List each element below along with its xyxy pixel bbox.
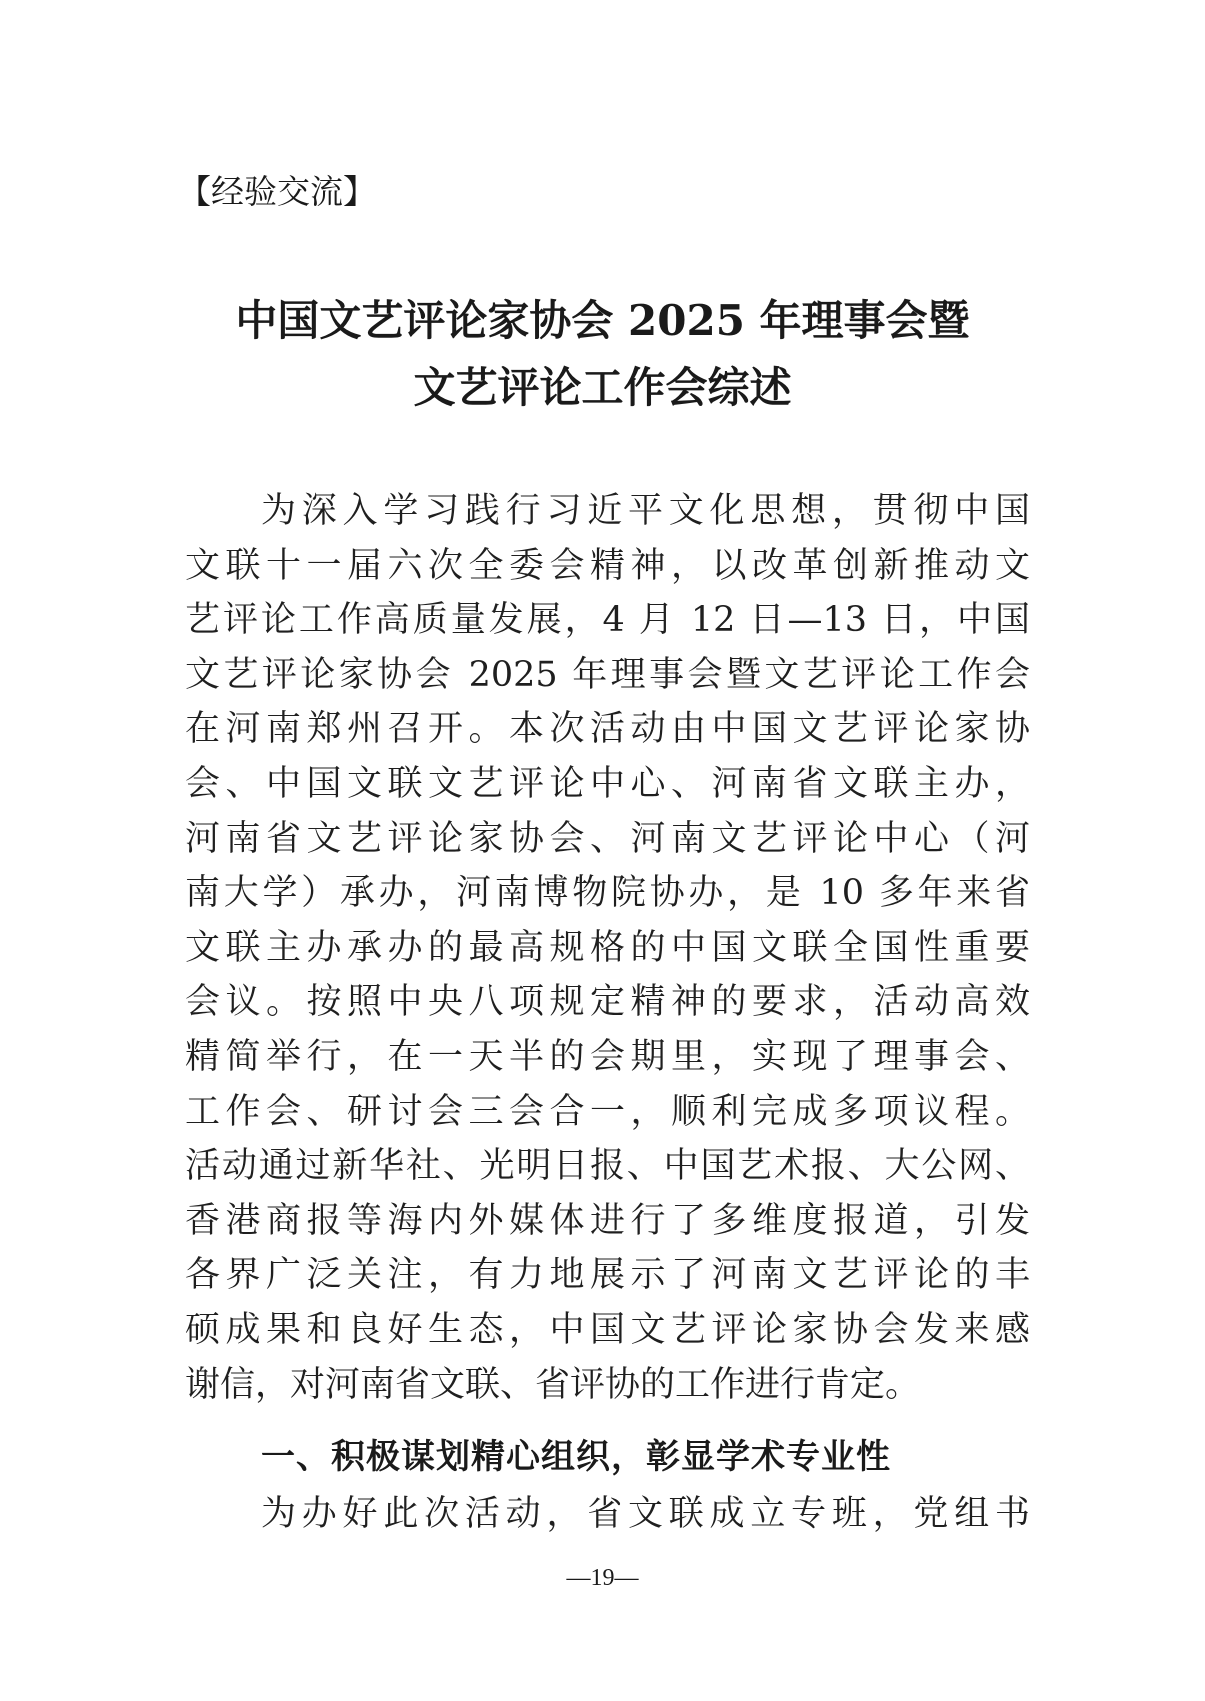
paragraph-line: 精简举行，在一天半的会期里，实现了理事会、 [185,1036,1030,1077]
paragraph-line: 艺评论工作高质量发展，4 月 12 日—13 日，中国 [185,600,1030,641]
page-number: —19— [566,1565,639,1591]
paragraph-line: 工作会、研讨会三会合一，顺利完成多项议程。 [185,1091,1030,1132]
paragraph-line: 在河南郑州召开。本次活动由中国文艺评论家协 [185,709,1030,750]
section-heading-1: 一、积极谋划精心组织，彰显学术专业性 [261,1437,891,1477]
paragraph-line: 为办好此次活动，省文联成立专班，党组书 [261,1494,1030,1534]
paragraph-1 [185,484,1035,1412]
paragraph-line: 南大学）承办，河南博物院协办，是 10 多年来省 [185,873,1030,914]
article-title-line-1: 中国文艺评论家协会 2025 年理事会暨 [235,296,970,345]
paragraph-line: 会、中国文联文艺评论中心、河南省文联主办， [185,763,1030,804]
paragraph-line: 谢信，对河南省文联、省评协的工作进行肯定。 [185,1364,921,1405]
article-title-line-2: 文艺评论工作会综述 [413,363,792,412]
paragraph-2 [185,1487,1030,1542]
paragraph-line: 活动通过新华社、光明日报、中国艺术报、大公网、 [185,1146,1030,1187]
paragraph-line: 硕成果和良好生态，中国文艺评论家协会发来感 [185,1309,1030,1350]
paragraph-line: 文艺评论家协会 2025 年理事会暨文艺评论工作会 [185,654,1030,695]
paragraph-line: 文联十一届六次全委会精神，以改革创新推动文 [185,545,1030,586]
paragraph-line: 河南省文艺评论家协会、河南文艺评论中心（河 [185,818,1030,859]
paragraph-line: 香港商报等海内外媒体进行了多维度报道，引发 [185,1200,1030,1241]
paragraph-line: 会议。按照中央八项规定精神的要求，活动高效 [185,982,1030,1023]
paragraph-line: 文联主办承办的最高规格的中国文联全国性重要 [185,927,1030,968]
section-tag: 【经验交流】 [178,172,376,211]
paragraph-line: 为深入学习践行习近平文化思想，贯彻中国 [261,491,1030,531]
paragraph-line: 各界广泛关注，有力地展示了河南文艺评论的丰 [185,1255,1030,1296]
